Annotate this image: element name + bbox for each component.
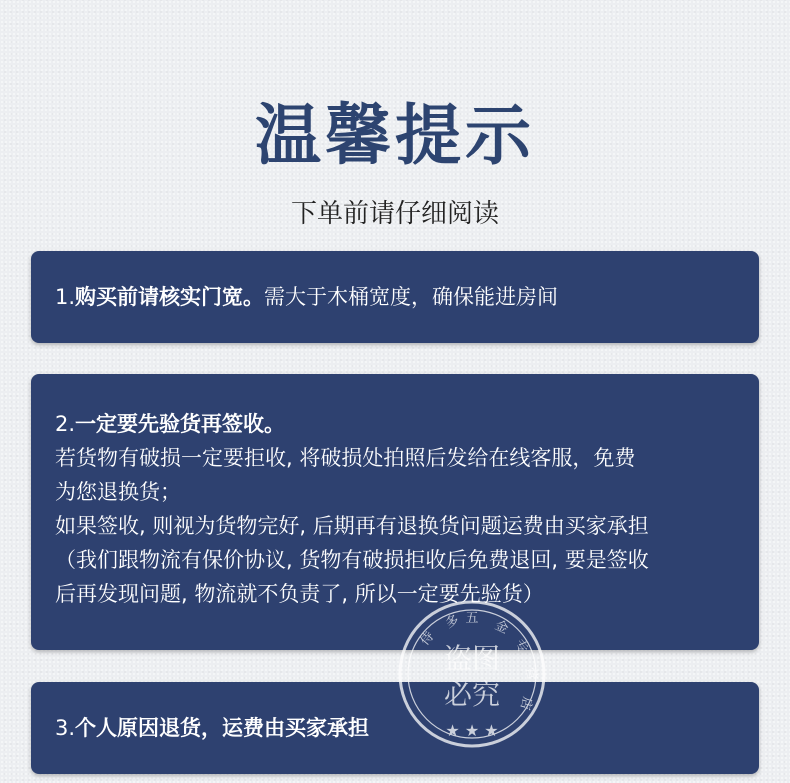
notice-2-heading: 一定要先验货再签收。 [75,412,286,436]
notice-3-line [55,711,743,745]
notice-card-3 [31,682,759,774]
stamp-ring-char: 店 [516,694,535,712]
stamp-ring-char: 侍 [417,628,438,649]
notice-card-1 [31,251,759,343]
notice-card-2 [31,374,759,650]
notice-2-number: 2. [55,412,76,436]
notice-1-line [55,280,743,314]
stamp-ring-char: 多 [443,612,462,632]
notice-2-text-line: 后再发现问题, 物流就不负责了, 所以一定要先验货） [55,582,544,606]
notice-2-heading-line [55,407,743,441]
notice-1-text: 需大于木桶宽度，确保能进房间 [264,285,559,309]
notice-3-heading: 个人原因退货，运费由买家承担 [75,716,370,740]
notice-2-text-line: 若货物有破损一定要拒收, 将破损处拍照后发给在线客服，免费 [55,446,636,470]
stamp-ring-char: 金 [492,618,511,638]
notice-1-heading: 购买前请核实门宽。 [75,285,265,309]
stamp-ring-char: 五 [465,611,479,626]
notice-3-number: 3. [55,716,76,740]
stamp-ring-char: 专 [510,636,531,657]
notice-1-number: 1. [55,285,76,309]
notice-2-text-line: （我们跟物流有保价协议, 货物有破损拒收后免费退回, 要是签收 [55,548,649,572]
stamp-ring-char: 营 [522,666,540,682]
stamp-line-1: 盗图 [443,642,501,675]
stamp-line-2: 必究 [443,678,501,711]
notice-2-text-line: 为您退换货； [55,480,181,504]
stamp-stars: ★ ★ ★ [445,721,499,740]
notice-2-text-line: 如果签收, 则视为货物完好, 后期再有退换货问题运费由买家承担 [55,514,649,538]
page-title: 温馨提示 [255,97,535,174]
page-subtitle: 下单前请仔细阅读 [290,199,499,229]
